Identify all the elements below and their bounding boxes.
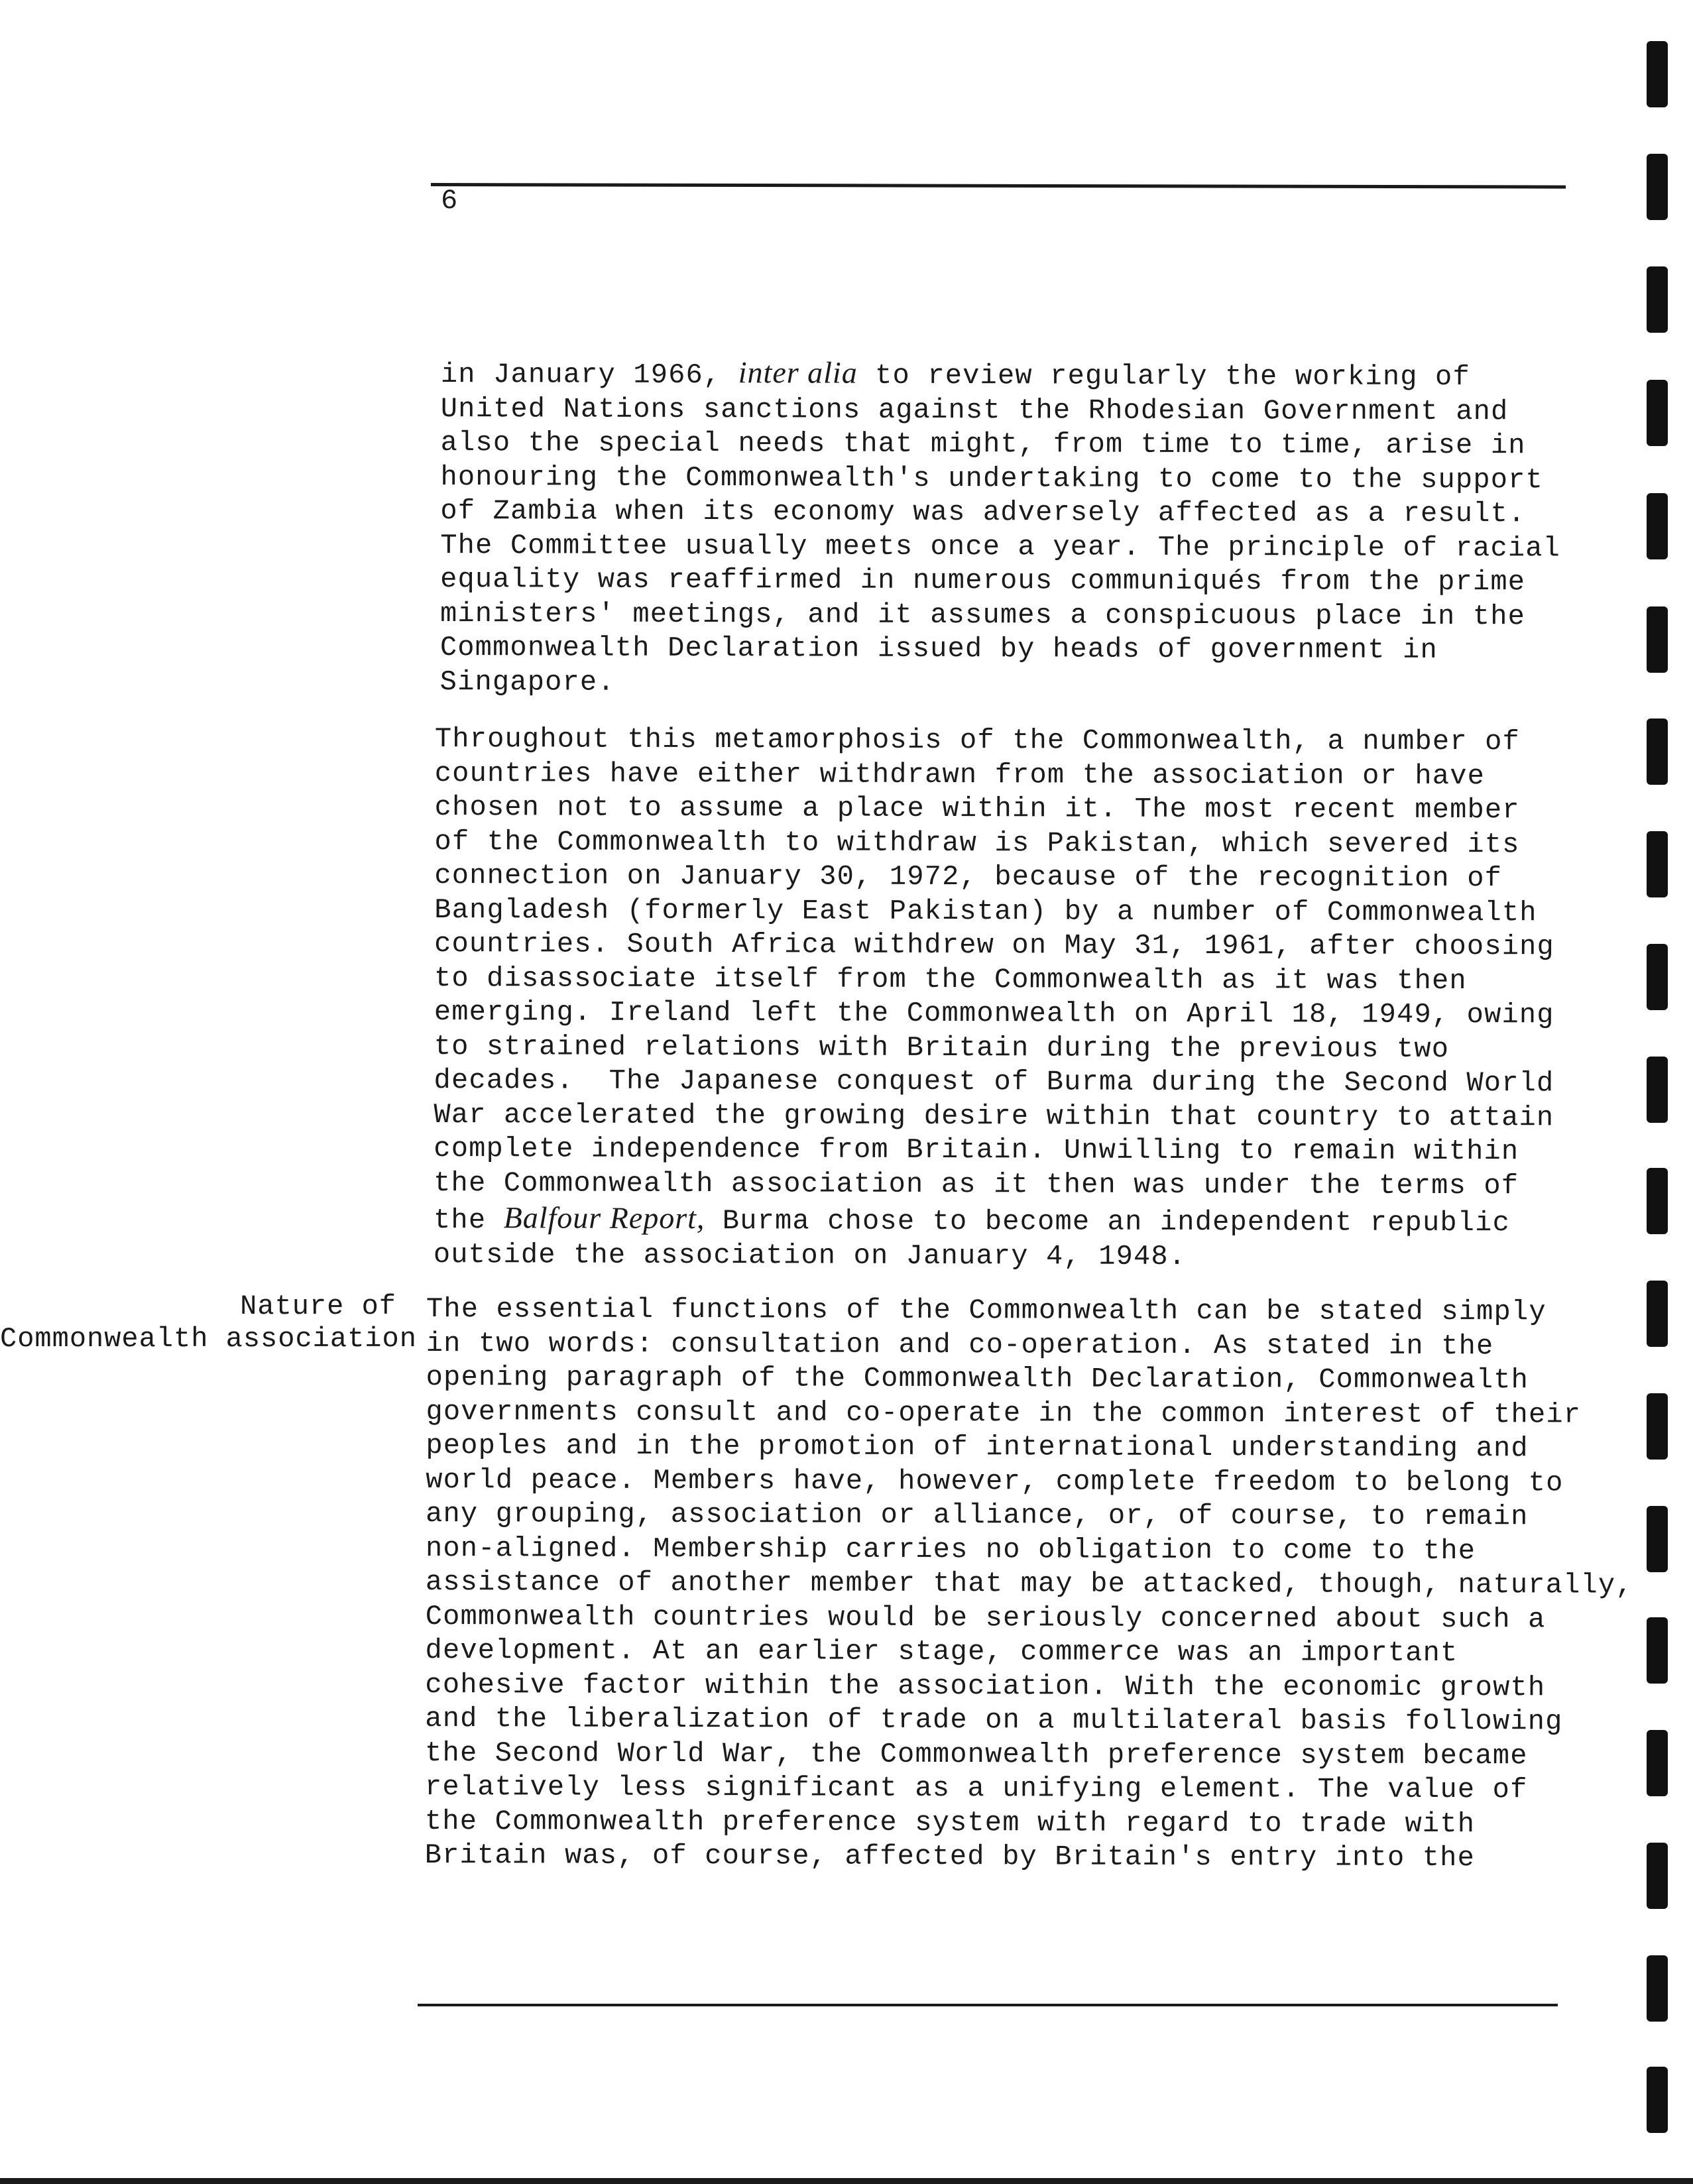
text-run: assistance of another member that may be attacked, though, naturally, xyxy=(425,1566,1633,1601)
text-line xyxy=(434,927,1554,964)
body-paragraph xyxy=(434,722,1555,1275)
binding-hole-mark xyxy=(1647,606,1668,673)
text-run: the Commonwealth association as it then was under the terms of xyxy=(434,1167,1519,1202)
text-run: opening paragraph of the Commonwealth Declaration, Commonwealth xyxy=(426,1361,1529,1397)
italic-phrase: Balfour Report, xyxy=(503,1200,705,1236)
text-line xyxy=(441,392,1561,429)
text-run: Commonwealth Declaration issued by heads of government in xyxy=(439,631,1438,666)
text-run: non-aligned. Membership carries no obligation to come to the xyxy=(425,1532,1476,1567)
text-line xyxy=(434,1132,1554,1169)
text-line xyxy=(426,1463,1633,1500)
text-run: world peace. Members have, however, complete freedom to belong to xyxy=(426,1464,1564,1499)
text-run: complete independence from Britain. Unwilling to remain within xyxy=(434,1132,1519,1168)
text-line xyxy=(435,722,1555,760)
binding-hole-mark xyxy=(1647,1843,1668,1909)
text-line xyxy=(435,756,1555,793)
text-run: of the Commonwealth to withdraw is Pakistan, which severed its xyxy=(434,825,1520,860)
text-run: outside the association on January 4, 1948. xyxy=(433,1238,1187,1273)
body-paragraph xyxy=(440,355,1561,702)
header-rule xyxy=(431,183,1566,189)
text-line xyxy=(425,1839,1633,1876)
text-line xyxy=(440,597,1560,634)
text-run: The Committee usually meets once a year. The principle of racial xyxy=(440,529,1561,564)
binding-hole-mark xyxy=(1647,266,1668,333)
text-run: United Nations sanctions against the Rhodesian Government and xyxy=(440,392,1509,428)
text-line xyxy=(434,1064,1554,1101)
text-run: honouring the Commonwealth's undertaking to come to the support xyxy=(440,461,1544,496)
text-run: in two words: consultation and co-operation. As stated in the xyxy=(426,1327,1494,1362)
binding-hole-mark xyxy=(1647,1168,1668,1234)
text-run: cohesive factor within the association. With the economic growth xyxy=(425,1668,1546,1703)
text-run: any grouping, association or alliance, or, of course, to remain xyxy=(426,1497,1529,1533)
text-line xyxy=(426,1429,1633,1466)
binding-hole-mark xyxy=(1647,1955,1668,2022)
text-run: emerging. Ireland left the Commonwealth on April 18, 1949, owing xyxy=(434,996,1554,1031)
text-run: to review regularly the working of xyxy=(857,359,1470,394)
text-run: War accelerated the growing desire within that country to attain xyxy=(434,1098,1554,1133)
text-line xyxy=(435,791,1555,828)
text-line xyxy=(434,1166,1554,1203)
text-line xyxy=(434,859,1554,896)
page-bottom-edge xyxy=(0,2178,1693,2184)
margin-heading-line: Nature of xyxy=(240,1291,396,1322)
text-run: the xyxy=(433,1204,504,1237)
text-line xyxy=(434,996,1554,1033)
text-line xyxy=(425,1804,1633,1841)
text-line xyxy=(440,665,1560,702)
text-run: of Zambia when its economy was adversely affected as a result. xyxy=(440,494,1526,530)
text-line xyxy=(440,528,1560,565)
text-run: Commonwealth countries would be seriously concerned about such a xyxy=(425,1600,1546,1635)
text-line xyxy=(434,1029,1554,1066)
binding-hole-mark xyxy=(1647,154,1668,220)
text-run: development. At an earlier stage, commerce was an important xyxy=(425,1634,1458,1670)
text-line xyxy=(426,1599,1633,1637)
body-paragraph xyxy=(425,1293,1634,1876)
text-run: Singapore. xyxy=(439,665,615,699)
text-line xyxy=(426,1395,1633,1432)
text-line xyxy=(426,1293,1634,1330)
text-line xyxy=(440,563,1560,600)
text-run: also the special needs that might, from time to time, arise in xyxy=(440,426,1526,462)
page-number: 6 xyxy=(441,185,458,217)
text-line xyxy=(434,893,1554,930)
binding-hole-mark xyxy=(1647,1057,1668,1123)
binding-hole-mark xyxy=(1647,1506,1668,1572)
text-line xyxy=(426,1361,1634,1398)
text-run: Bangladesh (formerly East Pakistan) by a number of Commonwealth xyxy=(434,893,1537,929)
text-line xyxy=(426,1497,1633,1534)
margin-heading xyxy=(0,1291,417,1355)
text-run: ministers' meetings, and it assumes a conspicuous place in the xyxy=(439,597,1526,632)
text-run: Britain was, of course, affected by Britain's entry into the xyxy=(424,1839,1476,1874)
italic-phrase: inter alia xyxy=(738,355,858,390)
text-line xyxy=(434,1200,1554,1241)
text-run: equality was reaffirmed in numerous communiqués from the prime xyxy=(440,563,1526,599)
text-run: in January 1966, xyxy=(440,359,738,392)
binding-hole-mark xyxy=(1647,831,1668,897)
text-run: the Second World War, the Commonwealth preference system became xyxy=(425,1737,1528,1772)
text-run: to strained relations with Britain during the previous two xyxy=(434,1030,1450,1065)
footer-rule xyxy=(418,2004,1558,2006)
text-line xyxy=(434,825,1554,862)
text-line xyxy=(440,494,1560,532)
text-line xyxy=(426,1531,1633,1568)
binding-hole-mark xyxy=(1647,493,1668,559)
margin-heading-line: Commonwealth association xyxy=(0,1323,417,1355)
text-line xyxy=(426,1326,1634,1363)
binding-hole-mark xyxy=(1647,1281,1668,1347)
text-run: governments consult and co-operate in the common interest of their xyxy=(426,1395,1582,1431)
text-run: countries. South Africa withdrew on May 31, 1961, after choosing xyxy=(434,927,1555,963)
text-line xyxy=(425,1668,1633,1705)
text-run: relatively less significant as a unifying element. The value of xyxy=(424,1770,1528,1806)
text-line xyxy=(425,1770,1633,1808)
text-line xyxy=(425,1702,1633,1739)
text-run: peoples and in the promotion of international understanding and xyxy=(426,1429,1529,1465)
binding-hole-mark xyxy=(1647,1730,1668,1796)
binding-hole-mark xyxy=(1647,41,1668,107)
text-line xyxy=(426,1634,1633,1671)
text-run: connection on January 30, 1972, because of the recognition of xyxy=(434,859,1503,895)
text-run: The essential functions of the Commonwealth can be stated simply xyxy=(426,1293,1547,1328)
text-run: Throughout this metamorphosis of the Commonwealth, a number of xyxy=(434,723,1521,758)
text-line xyxy=(434,1237,1554,1275)
binding-hole-mark xyxy=(1647,380,1668,446)
text-run: to disassociate itself from the Commonwealth as it was then xyxy=(434,962,1467,997)
text-run: chosen not to assume a place within it. The most recent member xyxy=(434,791,1520,827)
text-line xyxy=(426,1566,1633,1603)
text-run: countries have either withdrawn from the association or have xyxy=(434,757,1486,792)
text-line xyxy=(425,1736,1633,1773)
binding-hole-mark xyxy=(1647,1393,1668,1460)
text-line xyxy=(440,631,1560,668)
binding-hole-mark xyxy=(1647,944,1668,1010)
text-line xyxy=(434,1098,1554,1135)
text-line xyxy=(441,426,1561,463)
text-run: decades. The Japanese conquest of Burma during the Second World xyxy=(434,1064,1554,1100)
binding-hole-mark xyxy=(1647,718,1668,785)
text-run: the Commonwealth preference system with regard to trade with xyxy=(424,1805,1476,1840)
text-line xyxy=(434,961,1554,998)
binding-hole-mark xyxy=(1647,1617,1668,1684)
binding-hole-mark xyxy=(1647,2067,1668,2133)
text-run: Burma chose to become an independent republic xyxy=(705,1205,1511,1239)
text-run: and the liberalization of trade on a multilateral basis following xyxy=(425,1702,1563,1738)
text-line xyxy=(440,460,1560,497)
text-line xyxy=(441,355,1561,395)
